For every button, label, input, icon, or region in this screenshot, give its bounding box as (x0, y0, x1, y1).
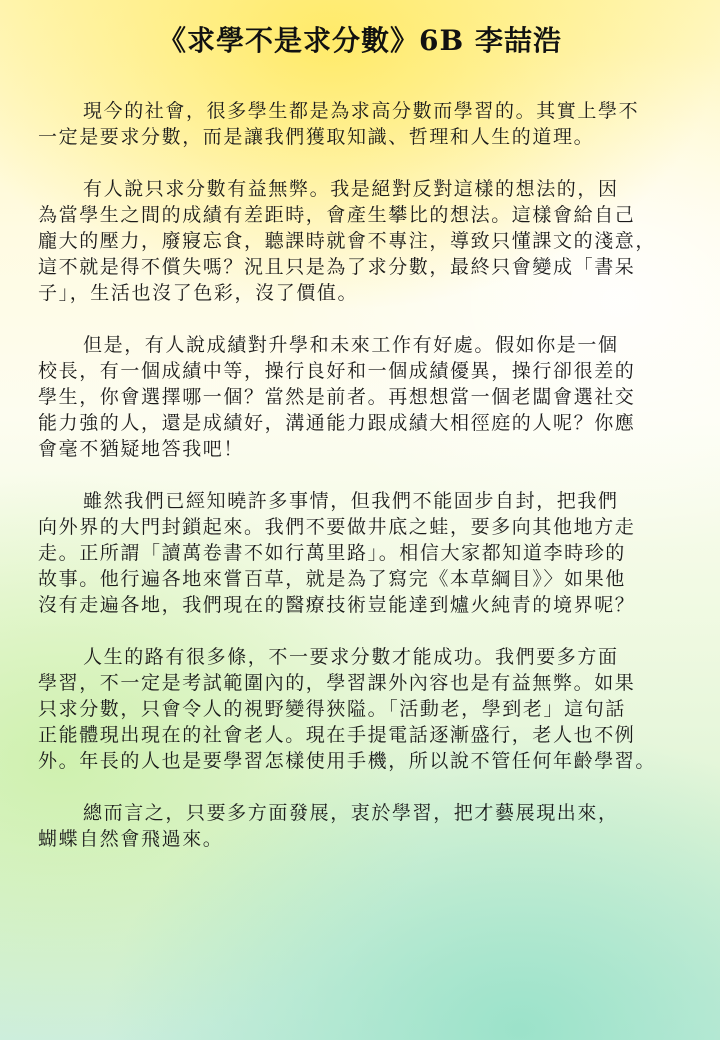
essay-line: 現今的社會，很多學生都是為求高分數而學習的。其實上學不 (83, 100, 640, 122)
essay-line: 只求分數，只會令人的視野變得狹隘。「活動老，學到老」這句話 (38, 698, 626, 720)
essay-line: 學習，不一定是考試範圍內的，學習課外內容也是有益無弊。如果 (38, 672, 636, 694)
essay-line: 校長，有一個成績中等，操行良好和一個成績優異，操行卻很差的 (38, 360, 636, 382)
essay-paragraph (38, 176, 698, 306)
essay-paragraph (38, 800, 698, 852)
essay-line: 故事。他行遍各地來嘗百草，就是為了寫完《本草綱目》〉如果他 (38, 568, 626, 590)
essay-paragraph (38, 488, 698, 618)
essay-line: 總而言之，只要多方面發展，衷於學習，把才藝展現出來， (83, 802, 619, 824)
essay-line: 走。正所謂「讀萬卷書不如行萬里路」。相信大家都知道李時珍的 (38, 542, 626, 564)
essay-line: 學生，你會選擇哪一個？當然是前者。再想想當一個老闆會選社交 (38, 386, 636, 408)
essay-paragraph (38, 98, 698, 150)
essay-line: 外。年長的人也是要學習怎樣使用手機，所以說不管任何年齡學習。 (38, 750, 657, 772)
essay-line: 為當學生之間的成績有差距時，會產生攀比的想法。這樣會給自己 (38, 204, 636, 226)
essay-line: 蝴蝶自然會飛過來。 (38, 828, 224, 850)
essay-line: 會毫不猶疑地答我吧！ (38, 438, 245, 460)
essay-title: 《求學不是求分數》6B 李喆浩 (158, 24, 562, 57)
essay-line: 人生的路有很多條，不一要求分數才能成功。我們要多方面 (83, 646, 619, 668)
essay-line: 子」，生活也沒了色彩，沒了價值。 (38, 282, 359, 304)
essay-line: 但是，有人說成績對升學和未來工作有好處。假如你是一個 (83, 334, 619, 356)
essay-line: 龐大的壓力，廢寢忘食，聽課時就會不專注，導致只懂課文的淺意， (38, 230, 657, 252)
essay-body (38, 98, 698, 878)
essay-line: 雖然我們已經知曉許多事情，但我們不能固步自封，把我們 (83, 490, 619, 512)
essay-line: 正能體現出現在的社會老人。現在手提電話逐漸盛行，老人也不例 (38, 724, 636, 746)
essay-paragraph (38, 332, 698, 462)
essay-line: 沒有走遍各地，我們現在的醫療技術豈能達到爐火純青的境界呢？ (38, 594, 636, 616)
essay-line: 能力強的人，還是成績好，溝通能力跟成績大相徑庭的人呢？你應 (38, 412, 636, 434)
essay-line: 一定是要求分數，而是讓我們獲取知識、哲理和人生的道理。 (38, 126, 595, 148)
essay-paragraph (38, 644, 698, 774)
essay-line: 有人說只求分數有益無弊。我是絕對反對這樣的想法的，因 (83, 178, 619, 200)
essay-line: 向外界的大門封鎖起來。我們不要做井底之蛙，要多向其他地方走 (38, 516, 636, 538)
essay-line: 這不就是得不償失嗎？況且只是為了求分數，最終只會變成「書呆 (38, 256, 636, 278)
